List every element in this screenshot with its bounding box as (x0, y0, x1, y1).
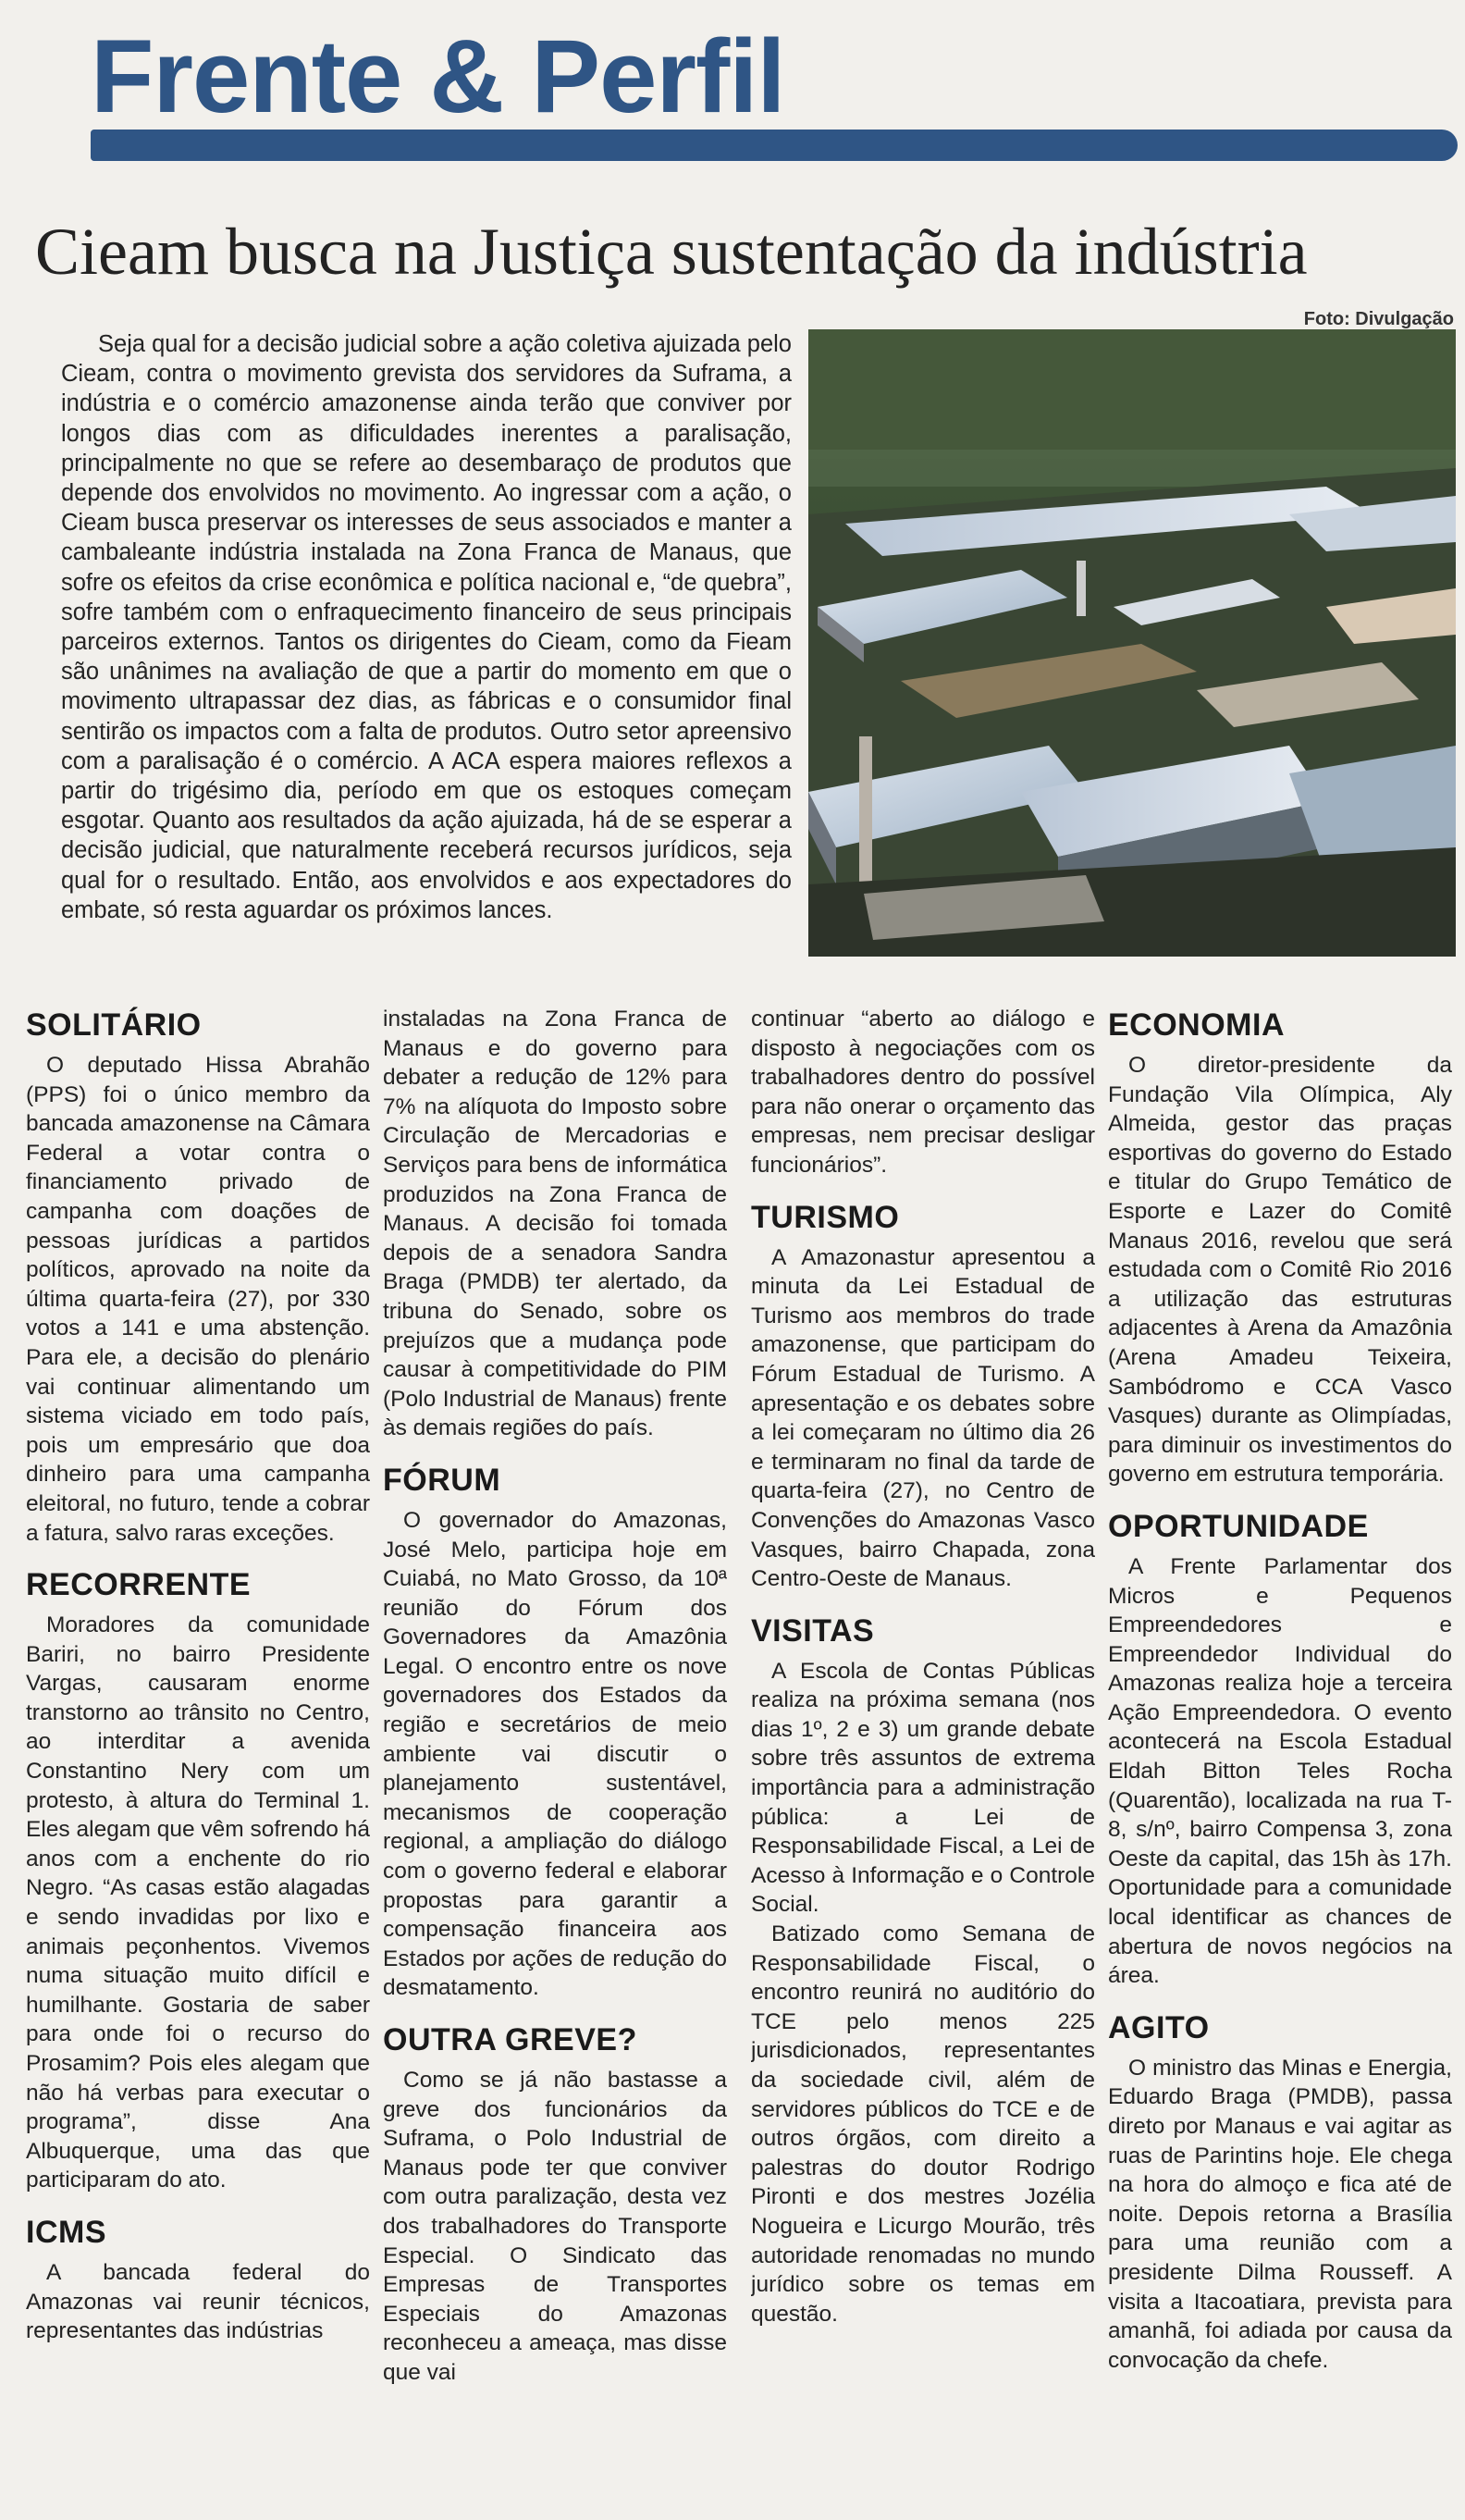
masthead (65, 13, 1452, 152)
section-body-oportunidade (1108, 1552, 1452, 1991)
economia-text: O diretor-presidente da Fundação Vila Olímpica, Aly Almeida, gestor das praças esportivas do governo do Estado e titular do Grupo Temático de Esporte e Lazer do Comitê Manaus 2016, revelou que será estudada com o Comitê Rio 2016 a utilização das estruturas adjacentes à Arena da Amazônia (Arena Amadeu Teixeira, Sambódromo e CCA Vasco Vasques) durante as Olimpíadas, para diminuir os investimentos do governo em estrutura temporária. (1108, 1053, 1452, 1488)
icms-continuation-text: instaladas na Zona Franca de Manaus e do governo para debater a redução de 12% para 7% na alíquota do Imposto sobre Circulação de Mercadorias e Serviços para bens de informática produzidos na Zona Franca de Manaus. A decisão foi tomada depois de a senadora Sandra Braga (PMDB) ter alertado, da tribuna do Senado, sobre os prejuízos que a mudança pode causar à competitividade do PIM (Polo Industrial de Manaus) frente às demais regiões do país. (383, 1007, 727, 1441)
section-body-outra-greve (383, 2066, 727, 2388)
section-body-outra-greve-continued (751, 1005, 1095, 1180)
solitario-text: O deputado Hissa Abrahão (PPS) foi o único membro da bancada amazonense na Câmara Federal a votar contra o financiamento privado de campanha com doações de pessoas jurídicas a partidos políticos, aprovado na noite da última quarta-feira (27), por 330 votos a 141 e uma abstenção. Para ele, a decisão do plenário vai continuar alimentando um sistema viciado em todo país, pois um empresário que doa dinheiro para uma campanha eleitoral, no futuro, tende a cobrar a fatura, salvo raras exceções. (26, 1053, 370, 1546)
agito-text: O ministro das Minas e Energia, Eduardo Braga (PMDB), passa direto por Manaus e vai agitar as ruas de Parintins hoje. Ele chega na hora do almoço e fica até de noite. Depois retorna a Brasília para uma reunião com a presidente Dilma Rousseff. A visita a Itacoatiara, prevista para amanhã, foi adiada por causa da convocação da chefe. (1108, 2055, 1452, 2373)
oportunidade-text: A Frente Parlamentar dos Micros e Pequenos Empreendedores e Empreendedor Individual do Amazonas realiza hoje a terceira Ação Empreendedora. O evento acontecerá na Escola Estadual Eldah Bitton Teles Rocha (Quarentão), localizada na rua T-8, s/nº, bairro Compensa 3, zona Oeste da capital, das 15h às 17h. Oportunidade para a comunidade local identificar as chances de abertura de novos negócios na área. (1108, 1553, 1452, 1989)
section-body-icms (26, 2258, 370, 2346)
section-head-solitario: SOLITÁRIO (26, 1007, 202, 1043)
section-head-outra-greve: OUTRA GREVE? (383, 2022, 637, 2057)
icms-text: A bancada federal do Amazonas vai reunir técnicos, representantes das indústrias (26, 2259, 370, 2344)
column-2 (383, 1005, 727, 2513)
column-3 (751, 1005, 1095, 2513)
photo-credit: Foto: Divulgação (1303, 309, 1454, 329)
masthead-title: Frente & Perfil (91, 19, 785, 134)
section-body-visitas (751, 1657, 1095, 2329)
article-lead (61, 329, 792, 925)
section-body-turismo (751, 1243, 1095, 1594)
recorrente-text: Moradores da comunidade Bariri, no bairro Presidente Vargas, causaram enorme transtorno ao trânsito no Centro, ao interditar a avenida Constantino Nery com um protesto, à altura do Terminal 1. Eles alegam que vêm sofrendo há anos com a enchente do rio Negro. “As casas estão alagadas e sendo invadidas por lixo e animais peçonhentos. Vivemos numa situação muito difícil e humilhante. Gostaria de saber para onde foi o recurso do Prosamim? Pois eles alegam que não há verbas para executar o programa”, disse Ana Albuquerque, uma das que participaram do ato. (26, 1612, 370, 2193)
section-body-forum (383, 1506, 727, 2003)
section-head-icms: ICMS (26, 2214, 106, 2250)
industrial-aerial-photo (808, 329, 1456, 957)
section-head-recorrente: RECORRENTE (26, 1567, 252, 1603)
section-head-economia: ECONOMIA (1108, 1007, 1285, 1043)
outra-greve-text: Como se já não bastasse a greve dos funcionários da Suframa, o Polo Industrial de Manaus pode ter que conviver com outra paralização, desta vez dos trabalhadores do Transporte Especial. O Sindicato das Empresas de Transportes Especiais do Amazonas reconheceu a ameaça, mas disse que vai (383, 2068, 727, 2385)
section-head-forum: FÓRUM (383, 1462, 501, 1498)
column-1 (26, 1005, 370, 2513)
section-head-visitas: VISITAS (751, 1612, 875, 1649)
section-head-turismo: TURISMO (751, 1199, 900, 1235)
section-head-agito: AGITO (1108, 2009, 1210, 2045)
photo-illustration (808, 329, 1456, 957)
section-body-agito (1108, 2054, 1452, 2376)
section-body-icms-continued (383, 1005, 727, 1443)
section-head-oportunidade: OPORTUNIDADE (1108, 1508, 1369, 1544)
turismo-text: A Amazonastur apresentou a minuta da Lei Estadual de Turismo aos membros do trade amazonense, que participam do Fórum Estadual de Turismo. A apresentação e os debates sobre a lei começaram no último dia 26 e terminaram no final da tarde de quarta-feira (27), no Centro de Convenções do Amazonas Vasco Vasques, bairro Chapada, zona Centro-Oeste de Manaus. (751, 1244, 1095, 1592)
visitas-text-2: Batizado como Semana de Responsabilidade Fiscal, o encontro reunirá no auditório do TCE pelo menos 225 jurisdicionados, representantes da sociedade civil, além de servidores públicos do TCE e de outros órgãos, com direito a palestras do doutor Rodrigo Pironti e dos mestres Jozélia Nogueira e Licurgo Mourão, três autoridade renomadas no mundo jurídico sobre os temas em questão. (751, 1921, 1095, 2327)
column-4 (1108, 1005, 1452, 2513)
outra-greve-continuation-text: continuar “aberto ao diálogo e disposto à negociações com os trabalhadores dentro do possível para não onerar o orçamento das empresas, nem precisar desligar funcionários”. (751, 1007, 1095, 1178)
visitas-text: A Escola de Contas Públicas realiza na próxima semana (nos dias 1º, 2 e 3) um grande debate sobre três assuntos de extrema importância para a administração pública: a Lei de Responsabilidade Fiscal, a Lei de Acesso à Informação e o Controle Social. (751, 1658, 1095, 1918)
section-body-economia (1108, 1051, 1452, 1489)
article-headline: Cieam busca na Justiça sustentação da indústria (35, 215, 1308, 289)
lead-paragraph: Seja qual for a decisão judicial sobre a ação coletiva ajuizada pelo Cieam, contra o movimento grevista dos servidores da Suframa, a indústria e o comércio amazonense ainda terão que conviver por longos dias com as dificuldades inerentes a paralisação, principalmente no que se refere ao desembaraço de produtos que depende dos envolvidos no movimento. Ao ingressar com a ação, o Cieam busca preservar os interesses de seus associados e manter a cambaleante indústria instalada na Zona Franca de Manaus, que sofre os efeitos da crise econômica e política nacional e, “de quebra”, sofre também com o enfraquecimento financeiro de seus principais parceiros externos. Tantos os dirigentes do Cieam, como da Fieam são unânimes na avaliação de que a partir do momento em que o movimento ultrapassar dez dias, as fábricas e o consumidor final sentirão os impactos com a falta de produtos. Outro setor apreensivo com a paralisação é o comércio. A ACA espera maiores reflexos a partir do trigésimo dia, período em que os estoques começam esgotar. Quanto aos resultados da ação ajuizada, há de se esperar a decisão judicial, que naturalmente receberá recursos jurídicos, seja qual for o resultado. Então, aos envolvidos e aos expectadores do embate, só resta aguardar os próximos lances. (61, 331, 792, 923)
section-body-recorrente (26, 1611, 370, 2195)
forum-text: O governador do Amazonas, José Melo, participa hoje em Cuiabá, no Mato Grosso, da 10ª reunião do Fórum dos Governadores da Amazônia Legal. O encontro entre os nove governadores dos Estados da região e secretários de meio ambiente vai discutir o planejamento sustentável, mecanismos de cooperação regional, a ampliação do diálogo com o governo federal e elaborar propostas para garantir a compensação financeira aos Estados por ações de redução do desmatamento. (383, 1507, 727, 2001)
section-body-solitario (26, 1051, 370, 1548)
